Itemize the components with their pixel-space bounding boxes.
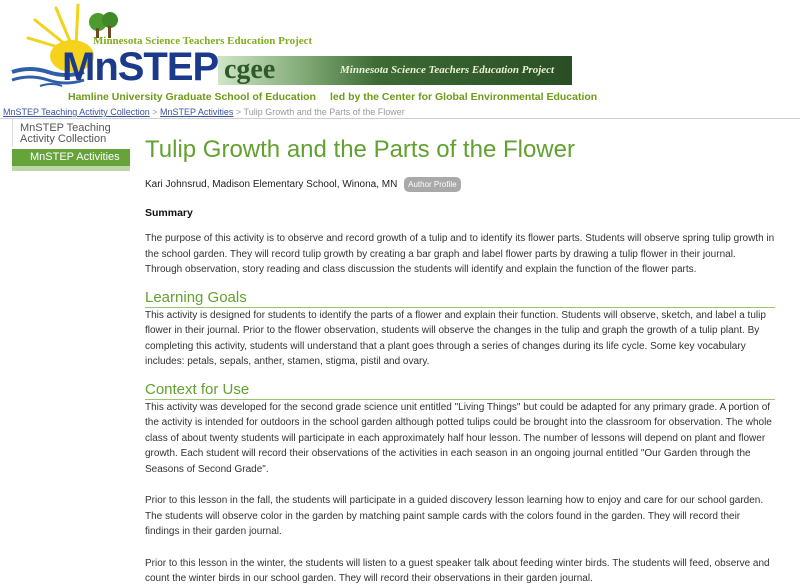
context-for-use-heading: Context for Use bbox=[145, 381, 775, 400]
cgee-tagline: Minnesota Science Teachers Education Project bbox=[340, 64, 555, 76]
sidebar-underline bbox=[12, 166, 130, 171]
sidebar-title[interactable] bbox=[12, 119, 130, 147]
site-header bbox=[0, 0, 800, 106]
main-content bbox=[145, 119, 775, 587]
mnstep-logo-text[interactable]: MnSTEP bbox=[62, 45, 219, 89]
hamline-caption: Hamline University Graduate School of Education bbox=[68, 91, 316, 103]
summary-heading: Summary bbox=[145, 207, 193, 219]
page-title: Tulip Growth and the Parts of the Flower bbox=[145, 136, 575, 163]
breadcrumb-separator: > bbox=[235, 107, 242, 117]
author-line bbox=[145, 177, 775, 193]
breadcrumb-separator: > bbox=[152, 107, 158, 117]
sidebar-title-line1: MnSTEP Teaching bbox=[20, 122, 111, 134]
breadcrumb-link-collection[interactable]: MnSTEP Teaching Activity Collection bbox=[3, 107, 150, 117]
sidebar-title-line2: Activity Collection bbox=[20, 133, 107, 145]
context-paragraph-1: This activity was developed for the second grade science unit entitled "Living Things" but could be adapted for any primary grade. A portion of the activity is intended for outdoors in the school garden although potted tulips could be brought into the classroom for observation. The whole class of about twenty students will participate in each approximately half hour lesson. The number of lessons will depend on plant and flower growth. Each student will record their observations of the activities in each season in an ongoing journal entitled "Our Garden through the Seasons of Second Grade". bbox=[145, 401, 772, 475]
learning-goals-heading: Learning Goals bbox=[145, 289, 775, 308]
learning-goals-text: This activity is designed for students to identify the parts of a flower and explain their function. Students will observe, sketch, and label a tulip flower in their journal. Prior to the flower observation, students will observe the changes in the tulip and graph the growth of a tulip plant. By completing this activity, students will understand that a plant goes through a series of changes during its life cycle. Some key vocabulary includes: petals, sepals, anther, stamen, stigma, pistil and ovary. bbox=[145, 309, 766, 367]
mnstep-tagline: Minnesota Science Teachers Education Project bbox=[93, 35, 313, 47]
summary-text: The purpose of this activity is to observe and record growth of a tulip and to identify its flower parts. Students will observe spring tulip growth in the school garden. They will record tulip growth by creating a bar graph and label flower parts by drawing a tulip flower in their journal. Through observation, story reading and class discussion the students will identify and explain the function of the flower parts. bbox=[145, 233, 775, 275]
author-profile-button[interactable]: Author Profile bbox=[404, 177, 460, 192]
author-name: Kari Johnsrud, Madison Elementary School, Winona, MN bbox=[145, 179, 398, 191]
sidebar-item-mnstep-activities[interactable]: MnSTEP Activities bbox=[12, 149, 130, 166]
sidebar bbox=[12, 119, 130, 169]
breadcrumb bbox=[3, 107, 405, 117]
cgee-logo-text: cgee bbox=[224, 56, 276, 85]
led-by-caption: led by the Center for Global Environmental Education bbox=[330, 91, 598, 103]
context-paragraph-3: Prior to this lesson in the winter, the students will listen to a guest speaker talk about feeding winter birds. The students will feed, observe and count the winter birds in our school garden. They will record their observations in their garden journal. bbox=[145, 557, 770, 584]
context-paragraph-2: Prior to this lesson in the fall, the students will participate in a guided discovery lesson learning how to enjoy and care for our school garden. The students will observe color in the garden by matching paint sample cards with the colors found in the garden. They will record their findings in their garden journal. bbox=[145, 495, 764, 537]
paragraph-gap bbox=[145, 540, 775, 556]
cgee-banner[interactable] bbox=[218, 56, 572, 85]
breadcrumb-current: Tulip Growth and the Parts of the Flower bbox=[243, 107, 405, 117]
paragraph-gap bbox=[145, 477, 775, 493]
breadcrumb-link-activities[interactable]: MnSTEP Activities bbox=[160, 107, 234, 117]
